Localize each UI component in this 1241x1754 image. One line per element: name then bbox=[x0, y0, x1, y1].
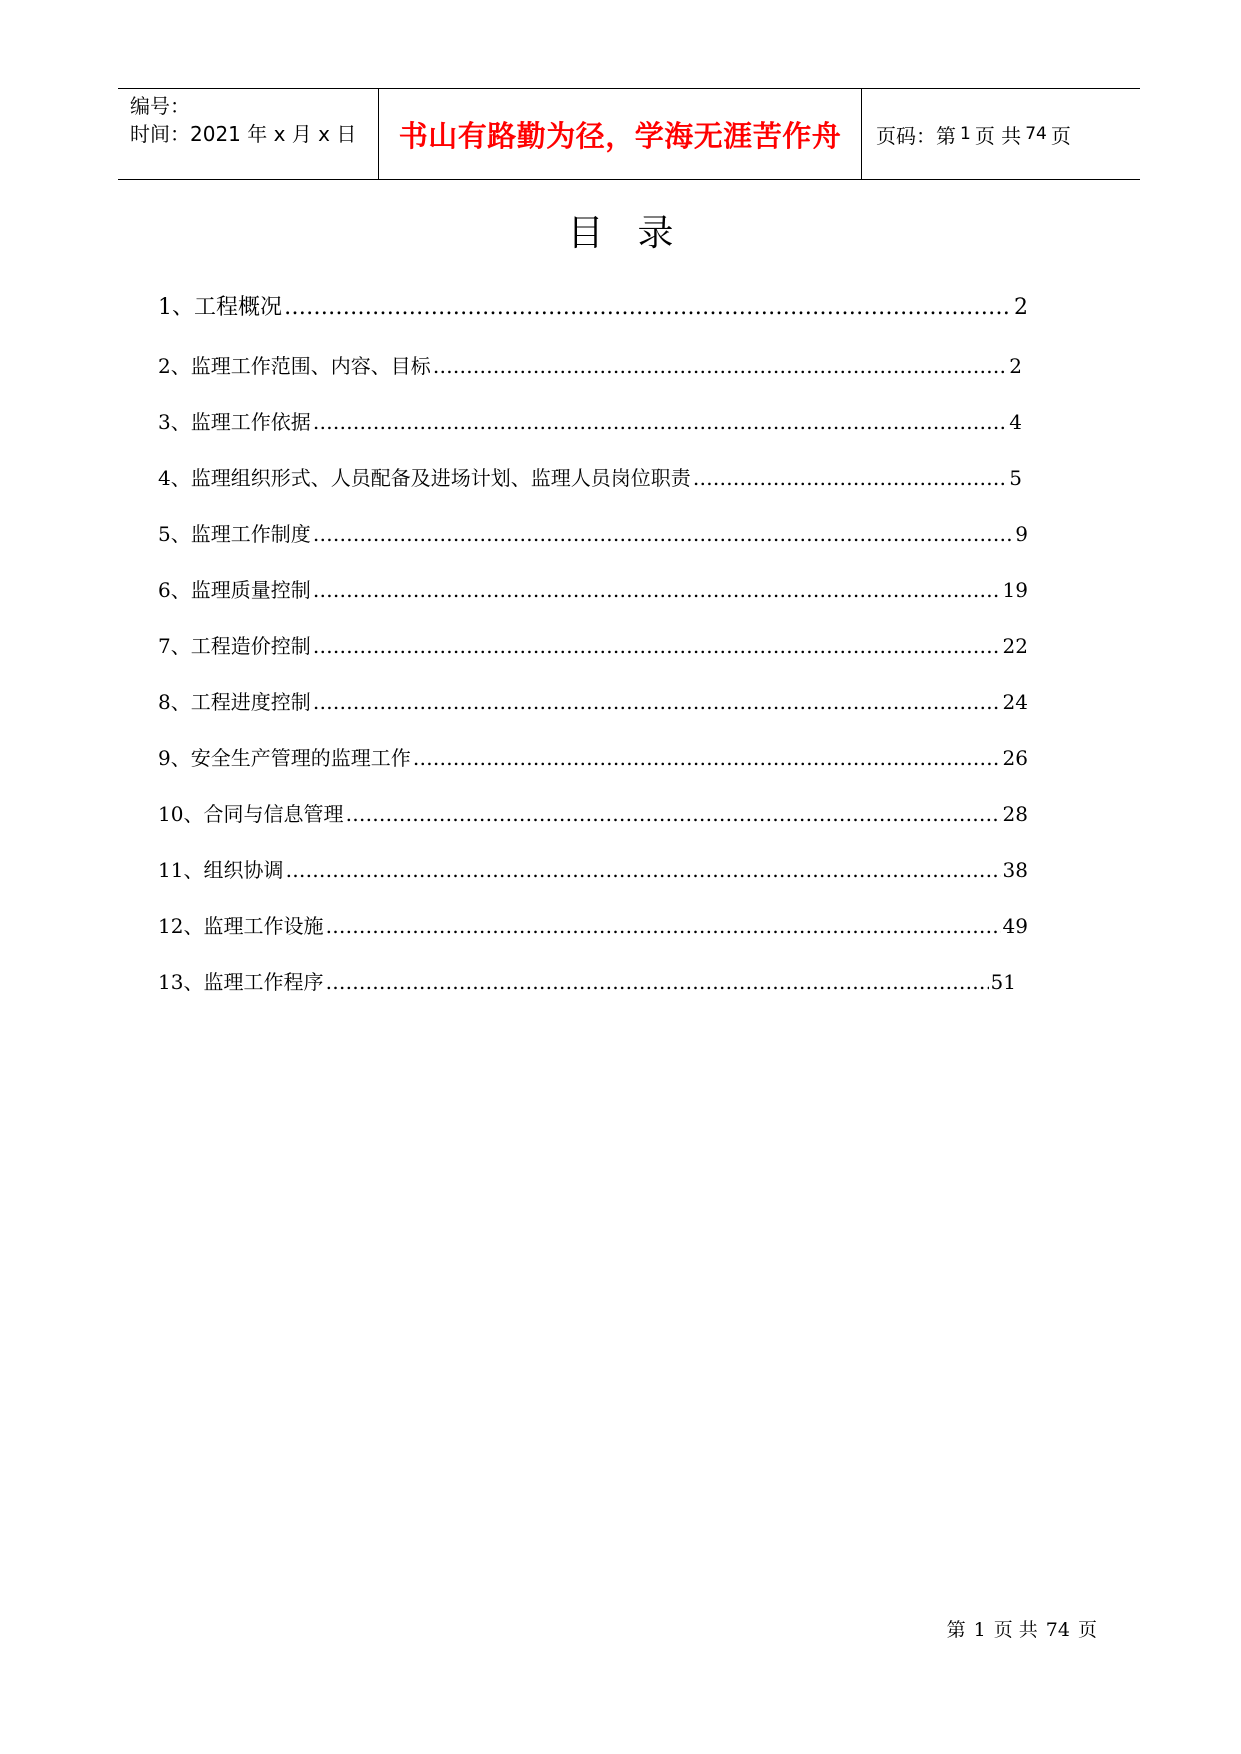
document-header bbox=[118, 88, 1140, 180]
toc-entry-page: 51 bbox=[990, 970, 1016, 994]
toc-entry-label: 11、组织协调 bbox=[158, 858, 284, 882]
toc-leader-dots bbox=[313, 522, 1014, 546]
toc-entry-page: 38 bbox=[1002, 858, 1028, 882]
toc-entry-label: 6、监理质量控制 bbox=[158, 578, 311, 602]
header-page-suffix: 页 bbox=[1050, 123, 1071, 148]
toc-leader-dots bbox=[284, 295, 1012, 320]
toc-entry-page: 22 bbox=[1002, 634, 1028, 658]
toc-entry[interactable] bbox=[158, 350, 1022, 379]
footer-mid: 页 共 bbox=[993, 1619, 1038, 1641]
toc-entry[interactable] bbox=[158, 462, 1022, 491]
toc-entry-page: 5 bbox=[1009, 466, 1022, 490]
toc-leader-dots bbox=[313, 578, 1001, 602]
toc-entry-label: 2、监理工作范围、内容、目标 bbox=[158, 354, 431, 378]
footer-prefix: 第 bbox=[946, 1619, 966, 1641]
toc-entry-page: 28 bbox=[1002, 802, 1028, 826]
toc-entry-page: 2 bbox=[1009, 354, 1022, 378]
header-motto-cell bbox=[378, 89, 862, 179]
toc-entry[interactable] bbox=[158, 290, 1028, 321]
toc-leader-dots bbox=[313, 634, 1001, 658]
header-page-current: 1 bbox=[960, 124, 971, 144]
header-page-info bbox=[862, 89, 1140, 179]
toc-entry[interactable] bbox=[158, 406, 1022, 435]
toc-entry-label: 9、安全生产管理的监理工作 bbox=[158, 746, 411, 770]
toc-leader-dots bbox=[433, 354, 1008, 378]
toc-leader-dots bbox=[413, 746, 1001, 770]
toc-entry[interactable] bbox=[158, 686, 1028, 715]
header-page-total: 74 bbox=[1025, 124, 1047, 144]
toc-leader-dots bbox=[285, 858, 1000, 882]
footer-total-pages: 74 bbox=[1045, 1619, 1070, 1641]
toc-entry[interactable] bbox=[158, 742, 1028, 771]
toc-entry[interactable] bbox=[158, 798, 1028, 827]
toc-entry[interactable] bbox=[158, 854, 1028, 883]
toc-leader-dots bbox=[345, 802, 1000, 826]
toc-entry-page: 9 bbox=[1015, 522, 1028, 546]
toc-entry-label: 12、监理工作设施 bbox=[158, 914, 324, 938]
header-meta bbox=[118, 89, 378, 179]
toc-entry-label: 7、工程造价控制 bbox=[158, 634, 311, 658]
toc-leader-dots bbox=[325, 970, 988, 994]
toc-leader-dots bbox=[693, 466, 1008, 490]
toc-entry-page: 19 bbox=[1002, 578, 1028, 602]
toc-entry-label: 5、监理工作制度 bbox=[158, 522, 311, 546]
toc-entry[interactable] bbox=[158, 966, 1016, 995]
header-page-mid: 页 共 bbox=[974, 123, 1022, 148]
toc-entry-page: 2 bbox=[1014, 295, 1028, 320]
toc-leader-dots bbox=[313, 690, 1001, 714]
document-number-label: 编号： bbox=[130, 94, 190, 118]
page-footer bbox=[943, 1615, 1101, 1642]
header-motto: 书山有路勤为径，学海无涯苦作舟 bbox=[398, 118, 842, 153]
toc-entry-page: 26 bbox=[1002, 746, 1028, 770]
toc-entry-page: 24 bbox=[1002, 690, 1028, 714]
toc-entry-page: 4 bbox=[1009, 410, 1022, 434]
header-page-prefix: 页码：第 bbox=[876, 123, 956, 148]
footer-current-page: 1 bbox=[973, 1619, 986, 1641]
toc-entry-label: 10、合同与信息管理 bbox=[158, 802, 344, 826]
document-time-label: 时间：2021 年 x 月 x 日 bbox=[130, 122, 357, 146]
toc-entry-label: 8、工程进度控制 bbox=[158, 690, 311, 714]
toc-entry-label: 4、监理组织形式、人员配备及进场计划、监理人员岗位职责 bbox=[158, 466, 691, 490]
toc-leader-dots bbox=[325, 914, 1000, 938]
toc-entry-label: 1、工程概况 bbox=[158, 295, 282, 320]
toc-title: 目录 bbox=[567, 213, 708, 254]
toc-leader-dots bbox=[313, 410, 1008, 434]
toc-entry[interactable] bbox=[158, 518, 1028, 547]
toc-entry-page: 49 bbox=[1002, 914, 1028, 938]
footer-suffix: 页 bbox=[1077, 1619, 1097, 1641]
toc-entry[interactable] bbox=[158, 574, 1028, 603]
toc-entry[interactable] bbox=[158, 630, 1028, 659]
toc-entry-label: 3、监理工作依据 bbox=[158, 410, 311, 434]
toc-entry[interactable] bbox=[158, 910, 1028, 939]
toc-entry-label: 13、监理工作程序 bbox=[158, 970, 324, 994]
